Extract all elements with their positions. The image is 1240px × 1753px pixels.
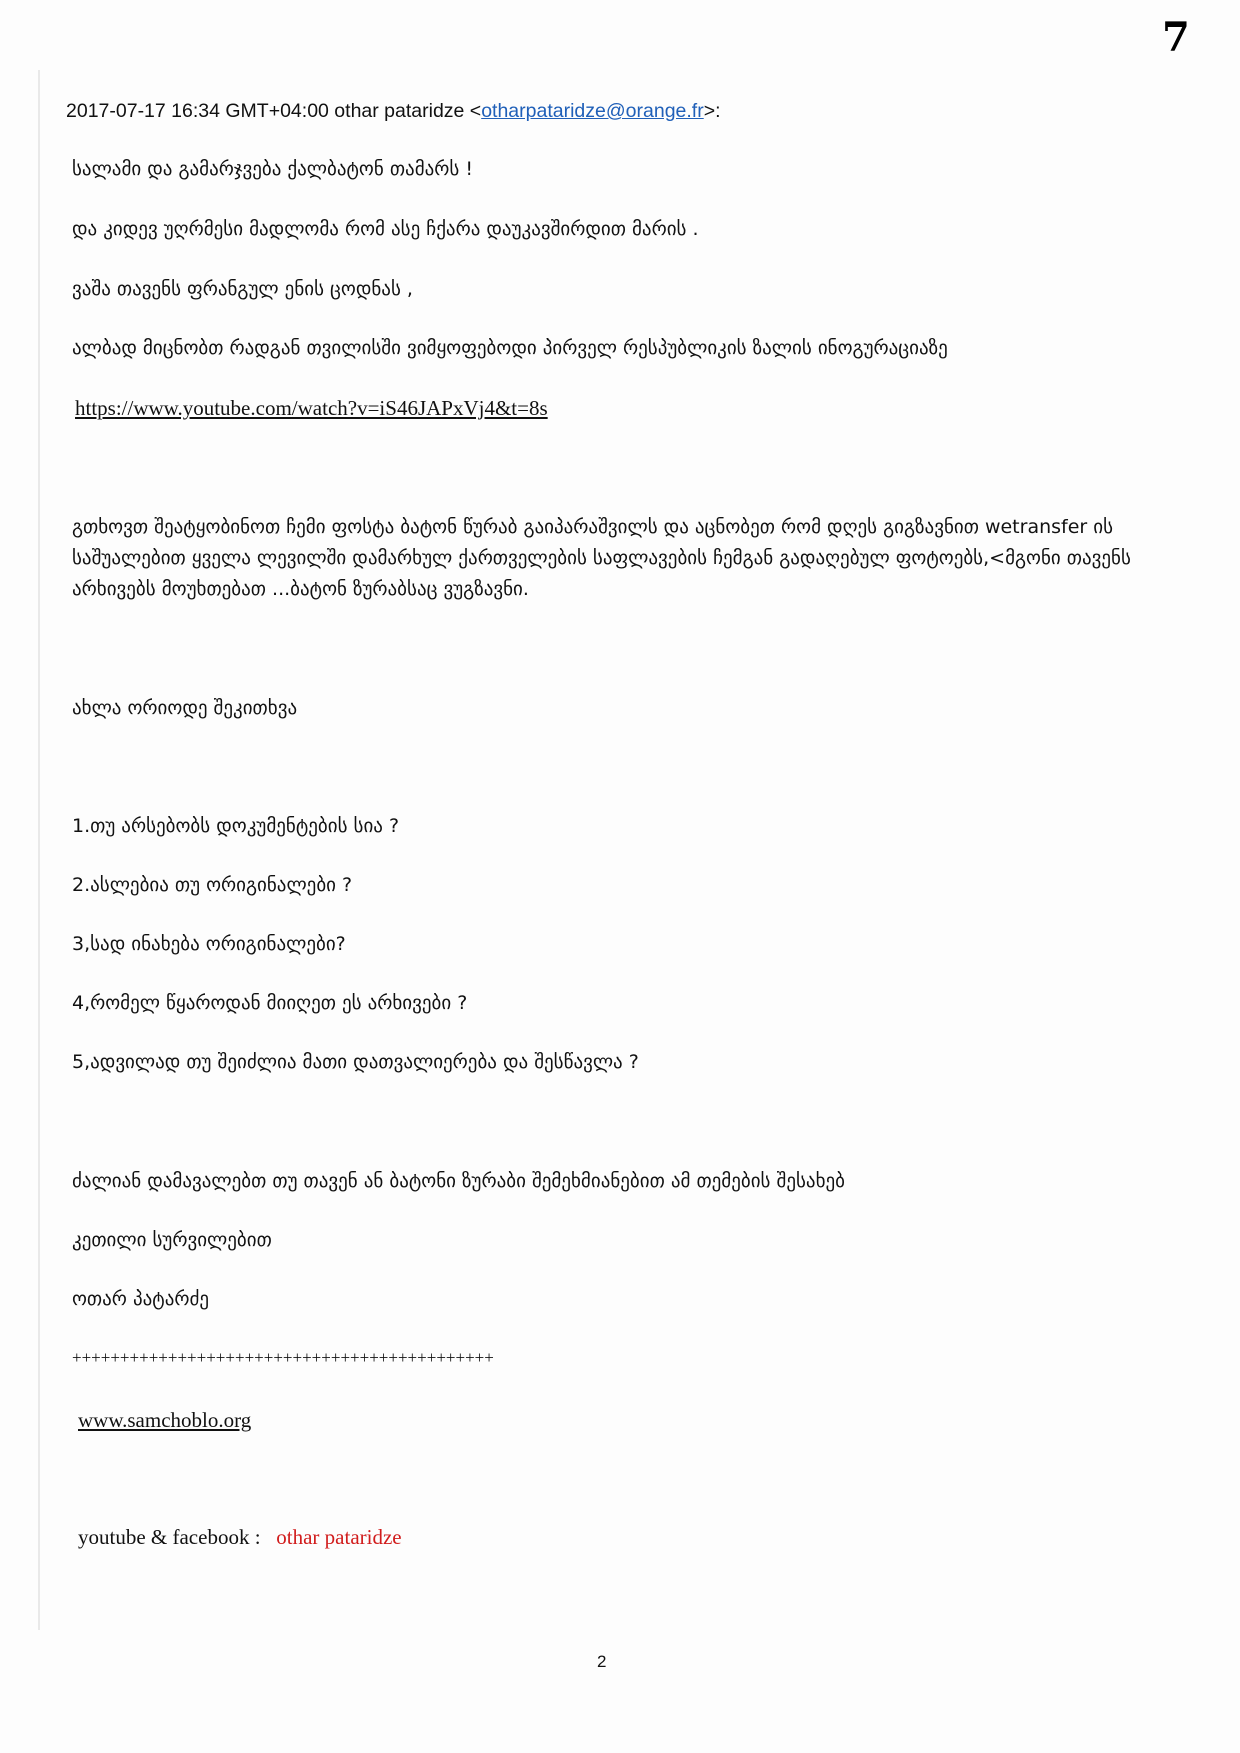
closing-line: ძალიან დამავალებთ თუ თავენ ან ბატონი ზურაბი შემეხმიანებით ამ თემების შესახებ <box>72 1170 845 1192</box>
regards-line: კეთილი სურვილებით <box>72 1229 272 1251</box>
sender-email-link[interactable]: otharpataridze@orange.fr <box>481 100 704 122</box>
website-link[interactable]: www.samchoblo.org <box>78 1408 252 1432</box>
email-header-prefix: 2017-07-17 16:34 GMT+04:00 othar pataridze < <box>66 100 482 122</box>
request-paragraph: გთხოვთ შეატყობინოთ ჩემი ფოსტა ბატონ წურაბ გაიპარაშვილს და აცნობეთ რომ დღეს გიგზავნით wetransfer ის საშუალებით ყველა ლევილში დამარხულ ქართველების საფლავების ჩემგან გადაღებულ ფოტოებს,<მგონი თავენს არხივებს მოუხთებათ ...ბატონ ზურაბსაც ვუგზავნი. <box>72 516 1131 600</box>
questions-intro: ახლა ორიოდე შეკითხვა <box>72 697 298 719</box>
youtube-link[interactable]: https://www.youtube.com/watch?v=iS46JAPxVj4&t=8s <box>75 396 548 420</box>
signature-line: ოთარ პატარძე <box>72 1288 210 1310</box>
page-number: 2 <box>597 1652 607 1671</box>
question-item: 2.ასლებია თუ ორიგინალები ? <box>72 874 353 896</box>
question-item: 1.თუ არსებობს დოკუმენტების სია ? <box>72 815 400 837</box>
separator-line: ++++++++++++++++++++++++++++++++++++++++++++ <box>72 1348 494 1367</box>
question-item: 3,სად ინახება ორიგინალები? <box>72 933 346 955</box>
question-item: 5,ადვილად თუ შეიძლია მათი დათვალიერება და შესწავლა ? <box>72 1051 639 1073</box>
scan-edge-shadow <box>38 70 40 1630</box>
question-item: 4,რომელ წყაროდან მიიღეთ ეს არხივები ? <box>72 992 468 1014</box>
email-header <box>66 100 721 123</box>
email-header-suffix: >: <box>703 100 721 122</box>
social-name: othar pataridze <box>276 1525 402 1549</box>
french-line: ვაშა თავენს ფრანგულ ენის ცოდნას , <box>72 278 413 300</box>
social-label: youtube & facebook : <box>78 1525 261 1549</box>
handwritten-page-mark: 7 <box>1162 14 1190 61</box>
greeting-line: სალამი და გამარჯვება ქალბატონ თამარს ! <box>72 158 473 180</box>
inauguration-line: ალბად მიცნობთ რადგან თვილისში ვიმყოფებოდი პირველ რესპუბლიკის ზალის ინოგურაციაზე <box>72 337 948 359</box>
thanks-line: და კიდევ უღრმესი მადლომა რომ ასე ჩქარა დაუკავშირდით მარის . <box>72 218 699 240</box>
social-line <box>78 1525 402 1550</box>
